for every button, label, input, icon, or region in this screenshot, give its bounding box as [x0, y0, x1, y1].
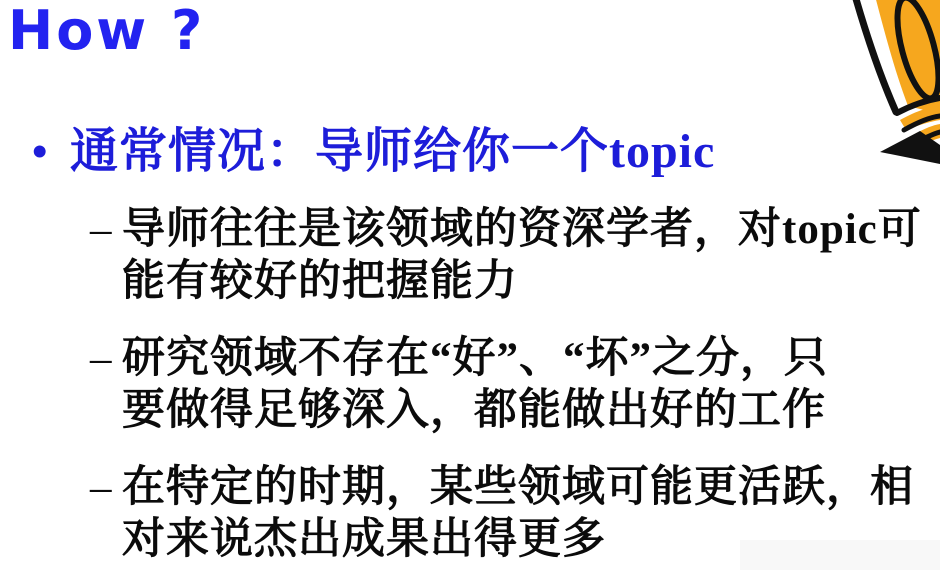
dash-marker: –: [90, 464, 112, 511]
sub-bullet-line: 对来说杰出成果出得更多: [122, 516, 606, 563]
page-title: How ?: [8, 0, 206, 62]
sub-bullet-line: 研究领域不存在“好”、“坏”之分，只: [122, 335, 828, 382]
pencil-icon: [840, 0, 940, 170]
sub-bullet-line: 能有较好的把握能力: [122, 258, 518, 305]
dash-marker: –: [90, 206, 112, 253]
bullet-text-main: 通常情况：导师给你一个topic: [70, 125, 716, 178]
corner-watermark-area: [740, 540, 940, 570]
sub-bullet-line: 导师往往是该领域的资深学者，对topic可: [122, 206, 922, 253]
sub-bullet-item: [90, 204, 930, 308]
bullet-dot-marker: •: [32, 127, 48, 176]
sub-bullet-line: 在特定的时期，某些领域可能更活跃，相: [122, 464, 914, 511]
sub-bullet-text: [122, 333, 828, 437]
sub-bullet-item: [90, 333, 930, 437]
dash-marker: –: [90, 335, 112, 382]
sub-bullet-list: [90, 204, 930, 570]
sub-bullet-text: [122, 204, 922, 308]
bullet-item-main: [32, 124, 715, 180]
sub-bullet-line: 要做得足够深入，都能做出好的工作: [122, 387, 826, 434]
